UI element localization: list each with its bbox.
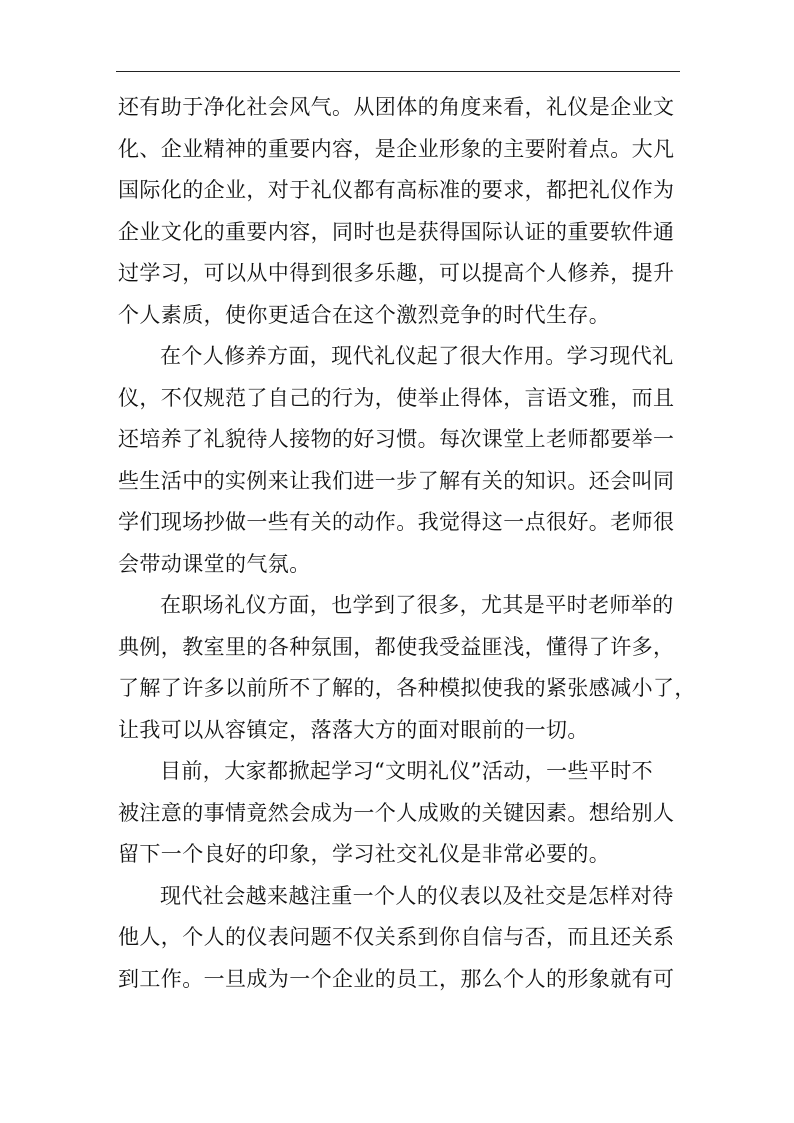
text-line: 让我可以从容镇定，落落大方的面对眼前的一切。: [118, 717, 589, 742]
text-line: 典例，教室里的各种氛围，都使我受益匪浅，懂得了许多，: [118, 634, 675, 659]
text-line: 还有助于净化社会风气。从团体的角度来看，礼仪是企业文: [118, 95, 675, 119]
text-line: 过学习，可以从中得到很多乐趣，可以提高个人修养，提升: [118, 261, 675, 285]
text-line: 化、企业精神的重要内容，是企业形象的主要附着点。大凡: [118, 136, 675, 161]
text-line: 还培养了礼貌待人接物的好习惯。每次课堂上老师都要举一: [118, 427, 675, 451]
paragraph-start-line: 在个人修养方面，现代礼仪起了很大作用。学习现代礼: [160, 344, 674, 368]
text-line: 国际化的企业，对于礼仪都有高标准的要求，都把礼仪作为: [118, 178, 675, 202]
text-line: 学们现场抄做一些有关的动作。我觉得这一点很好。老师很: [118, 510, 675, 534]
text-line: 到工作。一旦成为一个企业的员工，那么个人的形象就有可: [118, 966, 675, 991]
text-line: 会带动课堂的气氛。: [118, 551, 311, 576]
header-rule: [116, 71, 680, 72]
text-line: 留下一个良好的印象，学习社交礼仪是非常必要的。: [118, 842, 611, 866]
text-line: 了解了许多以前所不了解的，各种模拟使我的紧张感减小了，: [118, 676, 696, 700]
paragraph-start-line: 现代社会越来越注重一个人的仪表以及社交是怎样对待: [160, 883, 674, 908]
text-line: 个人素质，使你更适合在这个激烈竞争的时代生存。: [118, 302, 611, 327]
text-line: 仪，不仅规范了自己的行为，使举止得体，言语文雅，而且: [118, 385, 675, 410]
document-body: [118, 87, 696, 1000]
paragraph-start-line: 在职场礼仪方面，也学到了很多，尤其是平时老师举的: [160, 593, 674, 617]
text-line: 他人，个人的仪表问题不仅关系到你自信与否，而且还关系: [118, 925, 675, 949]
text-line: 企业文化的重要内容，同时也是获得国际认证的重要软件通: [118, 219, 675, 244]
paragraph-start-line: 目前，大家都掀起学习“文明礼仪”活动，一些平时不: [160, 759, 654, 783]
text-line: 被注意的事情竟然会成为一个人成败的关键因素。想给别人: [118, 800, 675, 825]
text-line: 些生活中的实例来让我们进一步了解有关的知识。还会叫同: [118, 468, 675, 493]
